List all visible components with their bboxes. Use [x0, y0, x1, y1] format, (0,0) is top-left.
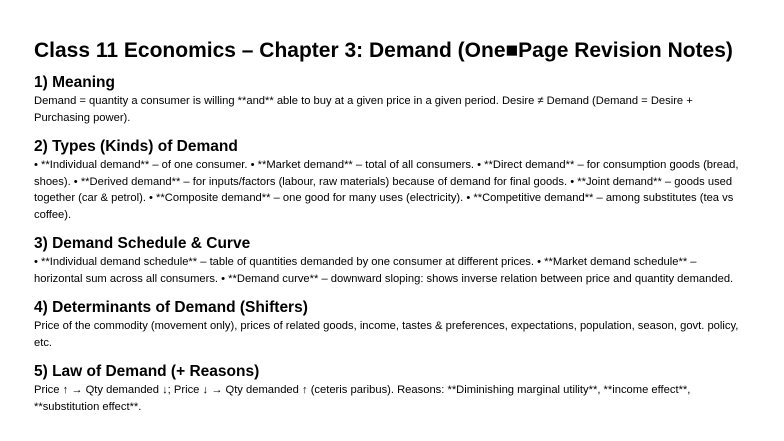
section-heading: 4) Determinants of Demand (Shifters): [34, 299, 308, 316]
section-heading: 2) Types (Kinds) of Demand: [34, 138, 238, 155]
section-heading: 3) Demand Schedule & Curve: [34, 235, 251, 252]
section-meaning: [34, 73, 744, 126]
section-law-of-demand: [34, 362, 744, 415]
section-body: • **Individual demand schedule** – table of quantities demanded by one consumer at different prices. • **Market demand schedule** – horizontal sum across all consumers. • **Demand curve** – downward sloping: shows inverse relation between price and quantity demanded.: [34, 256, 734, 285]
section-types-of-demand: [34, 137, 744, 223]
section-demand-schedule-curve: [34, 234, 744, 287]
section-body: Price ↑ → Qty demanded ↓; Price ↓ → Qty demanded ↑ (ceteris paribus). Reasons: **Diminishing marginal utility**, **income effect**, **substitution effect**.: [34, 384, 691, 413]
document-title: Class 11 Economics – Chapter 3: Demand (One■Page Revision Notes): [34, 39, 733, 62]
section-heading: 5) Law of Demand (+ Reasons): [34, 363, 260, 380]
section-determinants: [34, 298, 744, 351]
section-body: Demand = quantity a consumer is willing **and** able to buy at a given price in a given period. Desire ≠ Demand (Demand = Desire + Purchasing power).: [34, 95, 693, 124]
section-body: Price of the commodity (movement only), prices of related goods, income, tastes & preferences, expectations, population, season, govt. policy, etc.: [34, 320, 739, 349]
section-heading: 1) Meaning: [34, 74, 115, 91]
section-body: • **Individual demand** – of one consumer. • **Market demand** – total of all consumers. • **Direct demand** – for consumption goods (bread, shoes). • **Derived demand** – for inputs/factors (labour, raw materials) because of demand for final goods. • **Joint demand** – goods used together (car & petrol). • **Composite demand** – one good for many uses (electricity). • **Competitive demand** – among substitutes (tea vs coffee).: [34, 159, 739, 221]
